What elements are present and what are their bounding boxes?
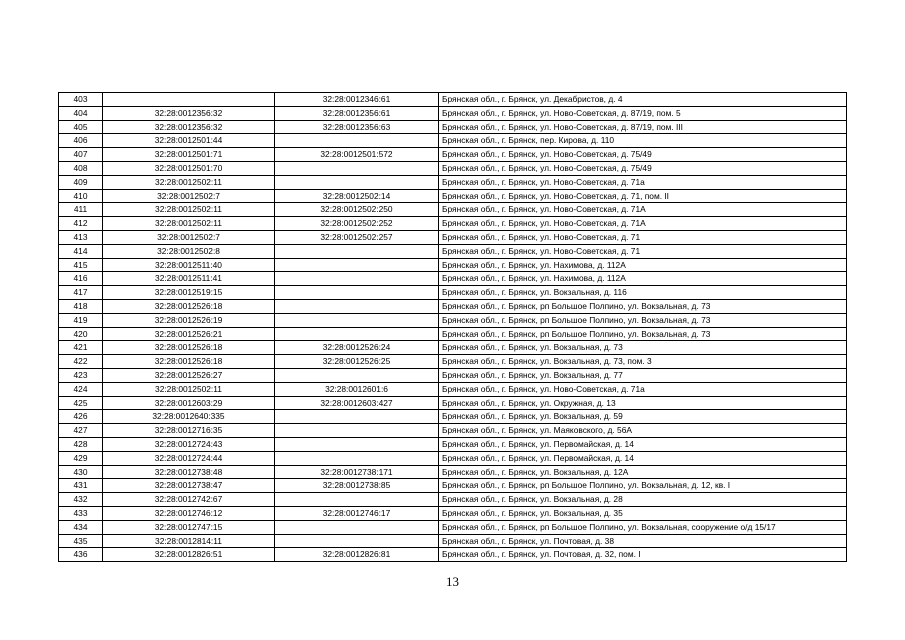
table-row	[59, 534, 847, 548]
object-cadastral-number-cell: 32:28:0012746:17	[275, 506, 439, 520]
address-cell: Брянская обл., г. Брянск, ул. Вокзальная, д. 35	[439, 506, 847, 520]
object-cadastral-number-cell	[275, 493, 439, 507]
land-cadastral-number-cell: 32:28:0012526:18	[103, 355, 275, 369]
land-cadastral-number-cell: 32:28:0012502:11	[103, 382, 275, 396]
row-number-cell: 431	[59, 479, 103, 493]
row-number-cell: 409	[59, 175, 103, 189]
address-cell: Брянская обл., г. Брянск, ул. Вокзальная, д. 59	[439, 410, 847, 424]
table-row	[59, 506, 847, 520]
object-cadastral-number-cell: 32:28:0012526:24	[275, 341, 439, 355]
row-number-cell: 422	[59, 355, 103, 369]
land-cadastral-number-cell: 32:28:0012502:7	[103, 189, 275, 203]
land-cadastral-number-cell: 32:28:0012603:29	[103, 396, 275, 410]
table-row	[59, 396, 847, 410]
table-row	[59, 230, 847, 244]
address-cell: Брянская обл., г. Брянск, рп Большое Полпино, ул. Вокзальная, д. 73	[439, 299, 847, 313]
table-row	[59, 161, 847, 175]
address-cell: Брянская обл., г. Брянск, ул. Маяковского, д. 56А	[439, 424, 847, 438]
land-cadastral-number-cell: 32:28:0012502:11	[103, 203, 275, 217]
object-cadastral-number-cell	[275, 520, 439, 534]
address-cell: Брянская обл., г. Брянск, ул. Ново-Советская, д. 71А	[439, 217, 847, 231]
table-row	[59, 382, 847, 396]
object-cadastral-number-cell: 32:28:0012526:25	[275, 355, 439, 369]
table-row	[59, 286, 847, 300]
row-number-cell: 427	[59, 424, 103, 438]
table-row	[59, 148, 847, 162]
object-cadastral-number-cell	[275, 244, 439, 258]
object-cadastral-number-cell	[275, 134, 439, 148]
land-cadastral-number-cell: 32:28:0012738:48	[103, 465, 275, 479]
land-cadastral-number-cell: 32:28:0012526:19	[103, 313, 275, 327]
land-cadastral-number-cell: 32:28:0012519:15	[103, 286, 275, 300]
row-number-cell: 436	[59, 548, 103, 562]
table-row	[59, 244, 847, 258]
row-number-cell: 404	[59, 106, 103, 120]
row-number-cell: 406	[59, 134, 103, 148]
address-cell: Брянская обл., г. Брянск, рп Большое Полпино, ул. Вокзальная, д. 73	[439, 327, 847, 341]
land-cadastral-number-cell: 32:28:0012814:11	[103, 534, 275, 548]
table-row	[59, 299, 847, 313]
object-cadastral-number-cell	[275, 534, 439, 548]
table-row	[59, 520, 847, 534]
land-cadastral-number-cell: 32:28:0012724:43	[103, 437, 275, 451]
row-number-cell: 416	[59, 272, 103, 286]
address-cell: Брянская обл., г. Брянск, ул. Ново-Советская, д. 71, пом. II	[439, 189, 847, 203]
table-row	[59, 134, 847, 148]
object-cadastral-number-cell: 32:28:0012738:171	[275, 465, 439, 479]
object-cadastral-number-cell: 32:28:0012502:250	[275, 203, 439, 217]
address-cell: Брянская обл., г. Брянск, рп Большое Полпино, ул. Вокзальная, сооружение о/д 15/17	[439, 520, 847, 534]
object-cadastral-number-cell	[275, 258, 439, 272]
table-row	[59, 272, 847, 286]
table-row	[59, 355, 847, 369]
object-cadastral-number-cell: 32:28:0012738:85	[275, 479, 439, 493]
address-cell: Брянская обл., г. Брянск, ул. Ново-Советская, д. 75/49	[439, 148, 847, 162]
row-number-cell: 414	[59, 244, 103, 258]
land-cadastral-number-cell: 32:28:0012746:12	[103, 506, 275, 520]
table-row	[59, 120, 847, 134]
object-cadastral-number-cell: 32:28:0012502:252	[275, 217, 439, 231]
row-number-cell: 421	[59, 341, 103, 355]
registry-table-body	[59, 93, 847, 562]
address-cell: Брянская обл., г. Брянск, ул. Ново-Советская, д. 71	[439, 230, 847, 244]
address-cell: Брянская обл., г. Брянск, ул. Первомайская, д. 14	[439, 437, 847, 451]
land-cadastral-number-cell: 32:28:0012502:7	[103, 230, 275, 244]
land-cadastral-number-cell: 32:28:0012526:18	[103, 299, 275, 313]
table-row	[59, 465, 847, 479]
object-cadastral-number-cell: 32:28:0012603:427	[275, 396, 439, 410]
object-cadastral-number-cell	[275, 327, 439, 341]
object-cadastral-number-cell	[275, 161, 439, 175]
land-cadastral-number-cell: 32:28:0012502:11	[103, 175, 275, 189]
land-cadastral-number-cell: 32:28:0012502:8	[103, 244, 275, 258]
address-cell: Брянская обл., г. Брянск, ул. Вокзальная, д. 116	[439, 286, 847, 300]
object-cadastral-number-cell: 32:28:0012356:61	[275, 106, 439, 120]
object-cadastral-number-cell: 32:28:0012502:257	[275, 230, 439, 244]
table-row	[59, 217, 847, 231]
object-cadastral-number-cell: 32:28:0012826:81	[275, 548, 439, 562]
land-cadastral-number-cell: 32:28:0012511:41	[103, 272, 275, 286]
land-cadastral-number-cell: 32:28:0012742:67	[103, 493, 275, 507]
land-cadastral-number-cell: 32:28:0012526:21	[103, 327, 275, 341]
table-row	[59, 106, 847, 120]
table-row	[59, 493, 847, 507]
row-number-cell: 403	[59, 93, 103, 107]
object-cadastral-number-cell: 32:28:0012501:572	[275, 148, 439, 162]
land-cadastral-number-cell: 32:28:0012526:18	[103, 341, 275, 355]
address-cell: Брянская обл., г. Брянск, ул. Окружная, д. 13	[439, 396, 847, 410]
object-cadastral-number-cell	[275, 272, 439, 286]
row-number-cell: 417	[59, 286, 103, 300]
object-cadastral-number-cell	[275, 368, 439, 382]
land-cadastral-number-cell: 32:28:0012502:11	[103, 217, 275, 231]
row-number-cell: 415	[59, 258, 103, 272]
table-row	[59, 424, 847, 438]
table-row	[59, 189, 847, 203]
land-cadastral-number-cell: 32:28:0012526:27	[103, 368, 275, 382]
land-cadastral-number-cell: 32:28:0012501:44	[103, 134, 275, 148]
object-cadastral-number-cell	[275, 299, 439, 313]
land-cadastral-number-cell: 32:28:0012738:47	[103, 479, 275, 493]
address-cell: Брянская обл., г. Брянск, ул. Почтовая, д. 38	[439, 534, 847, 548]
object-cadastral-number-cell	[275, 410, 439, 424]
address-cell: Брянская обл., г. Брянск, ул. Вокзальная, д. 77	[439, 368, 847, 382]
row-number-cell: 410	[59, 189, 103, 203]
row-number-cell: 429	[59, 451, 103, 465]
table-row	[59, 341, 847, 355]
row-number-cell: 420	[59, 327, 103, 341]
address-cell: Брянская обл., г. Брянск, рп Большое Полпино, ул. Вокзальная, д. 12, кв. I	[439, 479, 847, 493]
land-cadastral-number-cell: 32:28:0012716:35	[103, 424, 275, 438]
row-number-cell: 434	[59, 520, 103, 534]
object-cadastral-number-cell	[275, 424, 439, 438]
row-number-cell: 423	[59, 368, 103, 382]
row-number-cell: 433	[59, 506, 103, 520]
address-cell: Брянская обл., г. Брянск, ул. Ново-Советская, д. 87/19, пом. III	[439, 120, 847, 134]
object-cadastral-number-cell	[275, 175, 439, 189]
table-row	[59, 368, 847, 382]
table-row	[59, 203, 847, 217]
object-cadastral-number-cell: 32:28:0012346:61	[275, 93, 439, 107]
table-row	[59, 548, 847, 562]
table-row	[59, 327, 847, 341]
object-cadastral-number-cell: 32:28:0012356:63	[275, 120, 439, 134]
row-number-cell: 418	[59, 299, 103, 313]
address-cell: Брянская обл., г. Брянск, ул. Первомайская, д. 14	[439, 451, 847, 465]
row-number-cell: 411	[59, 203, 103, 217]
row-number-cell: 425	[59, 396, 103, 410]
row-number-cell: 407	[59, 148, 103, 162]
land-cadastral-number-cell: 32:28:0012356:32	[103, 120, 275, 134]
table-row	[59, 93, 847, 107]
address-cell: Брянская обл., г. Брянск, ул. Ново-Советская, д. 71А	[439, 203, 847, 217]
address-cell: Брянская обл., г. Брянск, пер. Кирова, д. 110	[439, 134, 847, 148]
table-row	[59, 258, 847, 272]
address-cell: Брянская обл., г. Брянск, ул. Нахимова, д. 112А	[439, 272, 847, 286]
row-number-cell: 432	[59, 493, 103, 507]
address-cell: Брянская обл., г. Брянск, ул. Ново-Советская, д. 71а	[439, 175, 847, 189]
row-number-cell: 430	[59, 465, 103, 479]
row-number-cell: 426	[59, 410, 103, 424]
address-cell: Брянская обл., г. Брянск, ул. Вокзальная, д. 73, пом. 3	[439, 355, 847, 369]
land-cadastral-number-cell: 32:28:0012356:32	[103, 106, 275, 120]
row-number-cell: 413	[59, 230, 103, 244]
row-number-cell: 405	[59, 120, 103, 134]
row-number-cell: 428	[59, 437, 103, 451]
row-number-cell: 424	[59, 382, 103, 396]
land-cadastral-number-cell: 32:28:0012501:70	[103, 161, 275, 175]
land-cadastral-number-cell: 32:28:0012747:15	[103, 520, 275, 534]
address-cell: Брянская обл., г. Брянск, ул. Ново-Советская, д. 71а	[439, 382, 847, 396]
table-row	[59, 175, 847, 189]
row-number-cell: 412	[59, 217, 103, 231]
land-cadastral-number-cell: 32:28:0012640:335	[103, 410, 275, 424]
row-number-cell: 419	[59, 313, 103, 327]
table-row	[59, 410, 847, 424]
address-cell: Брянская обл., г. Брянск, ул. Ново-Советская, д. 87/19, пом. 5	[439, 106, 847, 120]
property-registry-table	[58, 92, 847, 562]
address-cell: Брянская обл., г. Брянск, ул. Вокзальная, д. 12А	[439, 465, 847, 479]
address-cell: Брянская обл., г. Брянск, ул. Ново-Советская, д. 71	[439, 244, 847, 258]
table-row	[59, 437, 847, 451]
object-cadastral-number-cell: 32:28:0012502:14	[275, 189, 439, 203]
row-number-cell: 408	[59, 161, 103, 175]
address-cell: Брянская обл., г. Брянск, ул. Почтовая, д. 32, пом. I	[439, 548, 847, 562]
row-number-cell: 435	[59, 534, 103, 548]
object-cadastral-number-cell: 32:28:0012601:6	[275, 382, 439, 396]
object-cadastral-number-cell	[275, 451, 439, 465]
address-cell: Брянская обл., г. Брянск, ул. Декабристов, д. 4	[439, 93, 847, 107]
object-cadastral-number-cell	[275, 286, 439, 300]
land-cadastral-number-cell: 32:28:0012724:44	[103, 451, 275, 465]
object-cadastral-number-cell	[275, 313, 439, 327]
object-cadastral-number-cell	[275, 437, 439, 451]
land-cadastral-number-cell: 32:28:0012826:51	[103, 548, 275, 562]
page-number: 13	[446, 574, 459, 589]
land-cadastral-number-cell: 32:28:0012501:71	[103, 148, 275, 162]
land-cadastral-number-cell: 32:28:0012511:40	[103, 258, 275, 272]
address-cell: Брянская обл., г. Брянск, ул. Ново-Советская, д. 75/49	[439, 161, 847, 175]
table-row	[59, 451, 847, 465]
address-cell: Брянская обл., г. Брянск, рп Большое Полпино, ул. Вокзальная, д. 73	[439, 313, 847, 327]
address-cell: Брянская обл., г. Брянск, ул. Вокзальная, д. 73	[439, 341, 847, 355]
address-cell: Брянская обл., г. Брянск, ул. Нахимова, д. 112А	[439, 258, 847, 272]
table-row	[59, 313, 847, 327]
table-row	[59, 479, 847, 493]
land-cadastral-number-cell	[103, 93, 275, 107]
address-cell: Брянская обл., г. Брянск, ул. Вокзальная, д. 28	[439, 493, 847, 507]
